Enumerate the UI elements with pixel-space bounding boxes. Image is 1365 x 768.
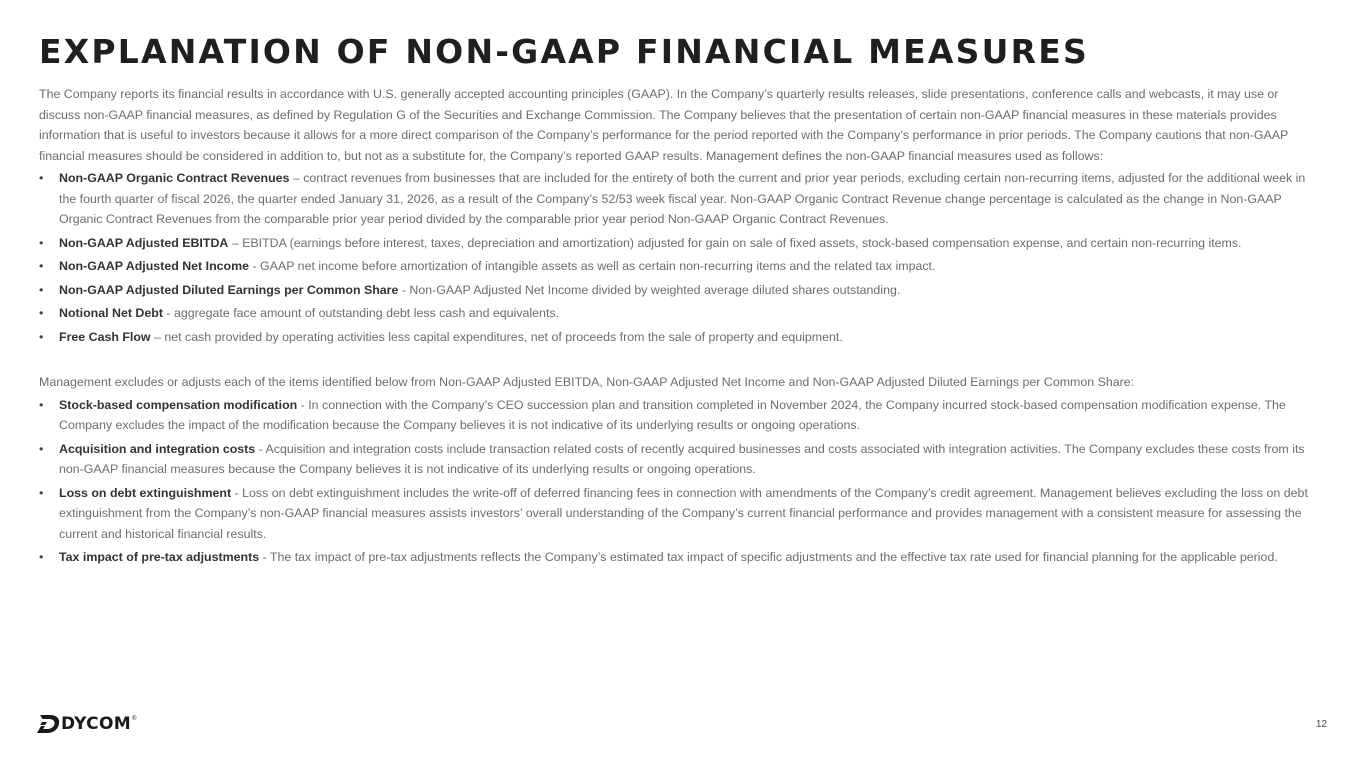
bullet-icon: • <box>39 306 44 320</box>
bullet-icon: • <box>39 282 44 297</box>
measure-term: Non-GAAP Adjusted Net Income <box>59 259 250 273</box>
measure-term: Free Cash Flow <box>59 329 151 344</box>
dycom-logo <box>37 713 136 735</box>
page-title: EXPLANATION OF NON-GAAP FINANCIAL MEASURES <box>39 32 1089 71</box>
section-spacer <box>39 350 1317 372</box>
list-item <box>39 256 1317 277</box>
adjustment-term: Loss on debt extinguishment <box>59 485 232 500</box>
adjustment-definition: - The tax impact of pre-tax adjustments reflects the Company’s estimated tax impact of specific adjustments and the effective tax rate used for financial planning for the applicable period. <box>259 550 1278 564</box>
measure-term: Non-GAAP Adjusted Diluted Earnings per Common Share <box>59 282 399 297</box>
adjustment-term: Stock-based compensation modification <box>59 397 298 412</box>
measure-term: Notional Net Debt <box>59 306 163 320</box>
intro-paragraph: The Company reports its financial results in accordance with U.S. generally accepted accounting principles (GAAP). In the Company’s quarterly results releases, slide presentations, conference calls and webcasts, it may use or discuss non-GAAP financial measures, as defined by Regulation G of the Securities and Exchange Commission. The Company believes that the presentation of certain non-GAAP financial measures in these materials provides information that is useful to investors because it allows for a more direct comparison of the Company’s performance for the period reported with the Company’s performance in prior periods. The Company cautions that non-GAAP financial measures should be considered in addition to, but not as a substitute for, the Company’s reported GAAP results. Management defines the non-GAAP financial measures used as follows: <box>39 87 1289 163</box>
page-number: 12 <box>1315 719 1327 730</box>
measure-definition: - aggregate face amount of outstanding debt less cash and equivalents. <box>162 306 560 320</box>
bullet-icon: • <box>39 171 44 185</box>
bullet-icon: • <box>39 235 44 250</box>
dycom-logo-icon <box>37 714 61 734</box>
adjustment-definition: - In connection with the Company’s CEO succession plan and transition completed in November 2024, the Company incurred stock-based compensation modification expense. The Company excludes the impact of the modification because the Company believes it is not indicative of its underlying results or ongoing operations. <box>59 397 1286 432</box>
list-item <box>39 439 1317 480</box>
adjustments-intro: Management excludes or adjusts each of the items identified below from Non-GAAP Adjusted EBITDA, Non-GAAP Adjusted Net Income and Non-GAAP Adjusted Diluted Earnings per Common Share: <box>39 375 1135 389</box>
measure-definition: - Non-GAAP Adjusted Net Income divided by weighted average diluted shares outstanding. <box>398 282 901 297</box>
logo-trademark: ® <box>131 716 137 722</box>
list-item <box>39 280 1317 301</box>
list-item <box>39 303 1317 324</box>
measure-term: Non-GAAP Organic Contract Revenues <box>59 171 290 185</box>
list-item <box>39 327 1317 348</box>
bullet-icon: • <box>39 397 44 412</box>
measure-definition: – EBITDA (earnings before interest, taxes, depreciation and amortization) adjusted for gain on sale of fixed assets, stock-based compensation expense, and certain non-recurring items. <box>228 235 1242 250</box>
list-item <box>39 483 1317 545</box>
bullet-icon: • <box>39 259 44 273</box>
list-item <box>39 547 1317 568</box>
list-item <box>39 233 1317 254</box>
adjustments-list <box>39 395 1317 568</box>
bullet-icon: • <box>39 550 44 564</box>
measures-list <box>39 168 1317 347</box>
list-item <box>39 168 1317 230</box>
measure-definition: - GAAP net income before amortization of intangible assets as well as certain non-recurring items and the related tax impact. <box>249 259 936 273</box>
adjustment-definition: - Acquisition and integration costs include transaction related costs of recently acquired businesses and costs associated with integration activities. The Company excludes these costs from its non-GAAP financial measures because the Company believes it is not indicative of its underlying results or ongoing operations. <box>59 441 1305 476</box>
measure-definition: – contract revenues from businesses that are included for the entirety of both the current and prior year periods, excluding certain non-recurring items, adjusted for the additional week in the fourth quarter of fiscal 2026, the quarter ended January 31, 2026, as a result of the Company’s 52/53 week fiscal year. Non-GAAP Organic Contract Revenue change percentage is calculated as the change in Non-GAAP Organic Contract Revenues from the comparable prior year period divided by the comparable prior year period Non-GAAP Organic Contract Revenues. <box>59 171 1306 226</box>
measure-term: Non-GAAP Adjusted EBITDA <box>59 235 229 250</box>
list-item <box>39 395 1317 436</box>
adjustment-term: Acquisition and integration costs <box>59 441 256 456</box>
adjustment-definition: - Loss on debt extinguishment includes the write-off of deferred financing fees in connection with amendments of the Company’s credit agreement. Management believes excluding the loss on debt extinguishment from the Company’s non-GAAP financial measures assists investors’ overall understanding of the Company’s current financial performance and provides management with a consistent measure for assessing the current and historical financial results. <box>59 485 1308 541</box>
adjustment-term: Tax impact of pre-tax adjustments <box>59 550 260 564</box>
content-body <box>39 84 1317 571</box>
bullet-icon: • <box>39 441 44 456</box>
logo-text: DYCOM <box>61 714 131 734</box>
bullet-icon: • <box>39 485 44 500</box>
bullet-icon: • <box>39 329 44 344</box>
measure-definition: – net cash provided by operating activities less capital expenditures, net of proceeds from the sale of property and equipment. <box>150 329 843 344</box>
